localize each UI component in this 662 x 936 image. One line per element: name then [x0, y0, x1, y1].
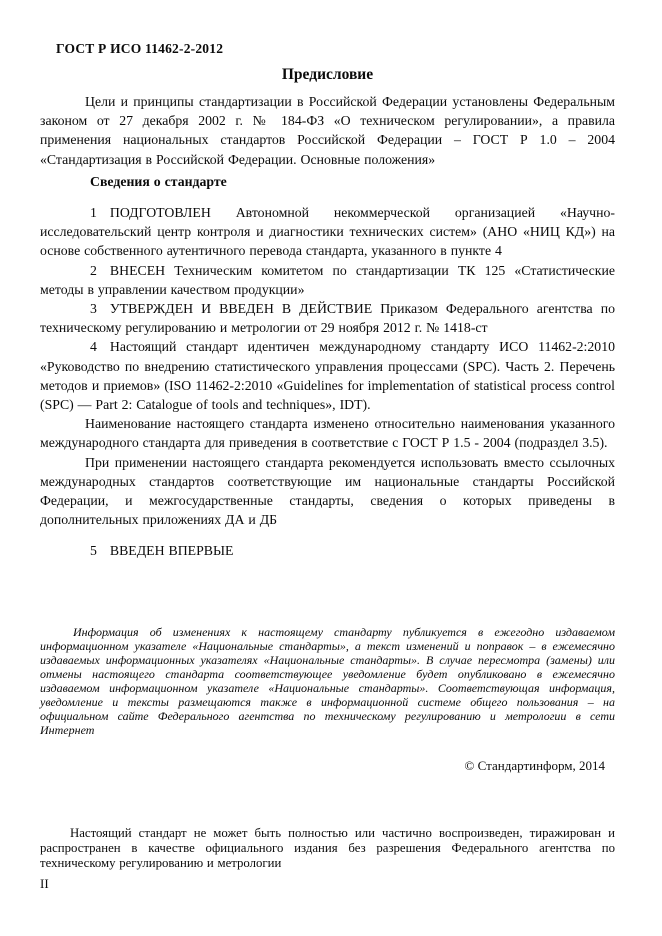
item-text: ВВЕДЕН ВПЕРВЫЕ	[109, 543, 234, 559]
standard-item-4	[40, 337, 615, 414]
page-title: Предисловие	[281, 66, 374, 83]
item-number: 5	[90, 543, 97, 559]
item-text: УТВЕРЖДЕН И ВВЕДЕН В ДЕЙСТВИЕ Приказом Федерального агентства по техническому регулированию и метрологии от 29 ноября 2012 г. № 1418-ст	[40, 301, 615, 336]
item-number: 1	[90, 205, 97, 221]
standard-item-5	[40, 541, 615, 560]
item-number: 3	[90, 301, 97, 317]
item-number: 2	[90, 262, 97, 278]
publication-note: Информация об изменениях к настоящему стандарту публикуется в ежегодно издаваемом информационном указателе «Национальные стандарты», а текст изменений и поправок – в ежемесячно издаваемых информационных указателях «Национальные стандарты». В случае пересмотра (замены) или отмены настоящего стандарта соответствующее уведомление будет опубликовано в ежемесячно издаваемом информационном указателе «Национальные стандарты». Соответствующая информация, уведомление и тексты размещаются также в информационной системе общего пользования – на официальном сайте Федерального агентства по техническому регулированию и метрологии в сети Интернет	[40, 624, 615, 737]
rename-paragraph: Наименование настоящего стандарта изменено относительно наименования указанного международного стандарта для приведения в соответствие с ГОСТ Р 1.5 - 2004 (подраздел 3.5).	[40, 416, 615, 451]
intro-paragraph: Цели и принципы стандартизации в Российской Федерации установлены Федеральным законом от 27 декабря 2002 г. № 184-ФЗ «О техническом регулировании», а правила применения национальных стандартов Российской Федерации – ГОСТ Р 1.0 – 2004 «Стандартизация в Российской Федерации. Основные положения»	[40, 94, 615, 167]
copyright-notice: © Стандартинформ, 2014	[464, 757, 605, 773]
standard-item-3	[40, 299, 615, 337]
item-number: 4	[90, 339, 97, 355]
item-text: ПОДГОТОВЛЕН Автономной некоммерческой организацией «Научно-исследовательский центр контроля и диагностики технических систем» (АНО «НИЦ КД») на основе собственного аутентичного перевода стандарта, указанного в пункте 4	[40, 205, 615, 259]
reproduction-restriction: Настоящий стандарт не может быть полностью или частично воспроизведен, тиражирован и распространен в качестве официального издания без разрешения Федерального агентства по техническому регулированию и метрологии	[40, 825, 615, 871]
page-number: II	[40, 876, 49, 892]
standard-info-heading: Сведения о стандарте	[90, 173, 227, 189]
standard-item-2	[40, 261, 615, 299]
document-code: ГОСТ Р ИСО 11462-2-2012	[56, 41, 224, 56]
item-text: ВНЕСЕН Техническим комитетом по стандартизации ТК 125 «Статистические методы в управлении качеством продукции»	[40, 262, 615, 297]
standard-item-1	[40, 203, 615, 261]
application-paragraph: При применении настоящего стандарта рекомендуется использовать вместо ссылочных международных стандартов соответствующие им национальные стандарты Российской Федерации, и межгосударственные стандарты, сведения о которых приведены в дополнительных приложениях ДА и ДБ	[40, 454, 615, 528]
item-text: Настоящий стандарт идентичен международному стандарту ИСО 11462-2:2010 «Руководство по внедрению статистического управления процессами (SPC). Часть 2. Перечень методов и приемов» (ISO 11462-2:2010 «Guidelines for implementation of statistical process control (SPC) — Part 2: Catalogue of tools and techniques», IDT).	[40, 339, 615, 413]
